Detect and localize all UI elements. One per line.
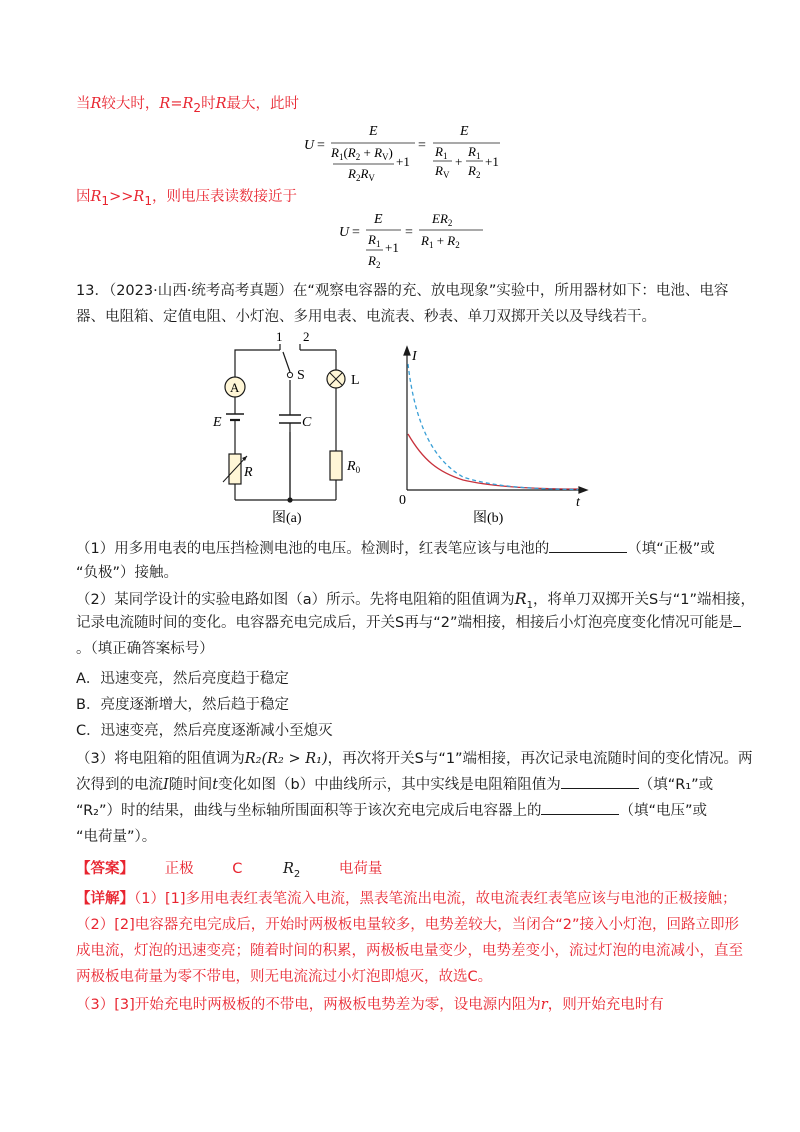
formula-R1: $R_1$ [435,144,448,161]
question-text: （3）将电阻箱的阻值调为 [76,751,245,767]
subscript: 1 [526,599,534,611]
explain-text: ，则开始充电时有 [547,997,664,1013]
formula-voltage-2 [335,210,495,272]
explain-text: （3）[3]开始充电时两极板的不带电，两极板电势差为零，设电源内阻为 [76,997,541,1013]
explain-label: 【详解】 [76,891,134,907]
formula-eq: = [352,225,360,240]
answer-blank[interactable] [549,538,627,553]
x-axis-label: t [576,495,580,510]
formula-ER2: $ER_2$ [432,211,453,228]
answer-line [76,858,726,886]
y-axis-label: I [412,349,417,364]
subquestion-3-line-4 [76,826,726,848]
subquestion-1-line-1 [76,538,726,560]
dashed-curve [408,364,578,490]
question-intro-line-2 [76,306,726,328]
formula-U: U [339,225,350,240]
condition-R2-gt-R1: R₂(R₂ > R₁) [244,751,328,767]
formula-eq: = [317,138,325,153]
subscript: 2 [193,100,202,115]
answer-4: 电荷量 [338,861,383,877]
explain-text: 成电流，灯泡的迅速变亮；随着时间的积累，两极板电量变少，电势差变小，流过灯泡的电流减小，直至 [76,943,743,959]
answer-label: 【答案】 [76,861,134,877]
option-text: A．迅速变亮，然后亮度趋于稳定 [76,671,289,687]
subquestion-2-line-2 [76,612,733,634]
symbol-I: I [163,777,169,793]
solid-curve [408,434,578,489]
option-text: B．亮度逐渐增大，然后趋于稳定 [76,697,289,713]
question-number: 13． [76,283,109,299]
question-text: 次得到的电流 [76,777,163,793]
ammeter-label: A [230,380,240,395]
explain-line-1 [76,888,737,910]
formula-R2: $R_2$ [368,253,381,270]
switch-position-1: 1 [276,332,283,344]
formula-plus: + [455,154,463,169]
origin-label: 0 [399,493,406,508]
symbol-R: R [514,589,527,608]
formula-U: U [304,138,315,153]
answer-blank[interactable] [561,774,639,789]
formula-E: E [369,124,378,139]
answer-2: C [232,861,243,877]
formula-eq: = [418,138,426,153]
question-text: （1）用多用电表的电压挡检测电池的电压。检测时，红表笔应该与电池的 [76,541,550,557]
symbol-R: R [90,96,102,112]
question-text: （填“正极”或 [627,541,715,557]
text: 当 [76,96,91,112]
answer-3: R [282,861,294,877]
question-text: （填“电压”或 [619,803,707,819]
symbol-R: R [90,189,102,205]
formula-plus-one: +1 [485,154,499,169]
formula-R1-plus-R2: $R_1 + R_2$ [421,233,460,250]
formula-E: E [374,212,383,227]
option-c [76,720,726,742]
formula-denominator: $R_1(R_2 + R_V)$ [331,145,393,162]
prev-solution-line-1 [76,93,726,119]
capacitor-label: C [302,415,312,430]
lamp-label: L [351,373,360,388]
text: 因 [76,189,91,205]
option-b [76,694,726,716]
switch-label: S [297,368,305,383]
question-intro-line-1 [76,280,729,302]
text: ，则电压表读数接近于 [152,189,298,205]
explain-line-5 [76,994,726,1016]
subquestion-2-line-3 [76,638,726,660]
explain-text: 两极板电荷量为零不带电，则无电流流过小灯泡即熄灭，故选C。 [76,969,493,985]
formula-RRV: $R_2R_V$ [348,166,375,183]
question-text: ，再次将开关S与“1”端相接，再次记录电流随时间的变化情况。两 [327,751,753,767]
formula-eq: = [405,225,413,240]
question-text: “R₂”）时的结果，曲线与坐标轴所围面积等于该次充电完成后电容器上的 [76,803,542,819]
explain-line-3 [76,940,743,962]
question-text: 。（填正确答案标号） [76,641,214,657]
symbol-r: r [540,997,548,1013]
question-text: （填“R₁”或 [638,777,714,793]
question-text: （2）某同学设计的实验电路如图（a）所示。先将电阻箱的阻值调为 [76,592,515,608]
question-text: 器、电阻箱、定值电阻、小灯泡、多用电表、电流表、秒表、单刀双掷开关以及导线若干。 [76,309,656,325]
answer-blank[interactable] [733,612,741,627]
fixed-resistor-icon [330,451,342,480]
explain-line-4 [76,966,726,988]
subquestion-1-line-2 [76,562,726,584]
question-text: ，将单刀双掷开关S与“1”端相接， [533,592,755,608]
fixed-resistor-label: $R_0$ [347,459,361,475]
answer-blank[interactable] [541,800,619,815]
question-text: 随时间 [168,777,213,793]
subquestion-3-line-3 [76,800,726,822]
current-time-graph [393,342,593,528]
subscript: 1 [144,193,153,208]
subquestion-3-line-2 [76,774,726,796]
battery-label: E [213,415,222,430]
condition: >>R [109,189,145,205]
formula-plus-one: +1 [396,154,410,169]
question-text: 在“观察电容器的充、放电现象”实验中，所用器材如下：电池、电容 [292,283,729,299]
option-text: C．迅速变亮，然后亮度逐渐减小至熄灭 [76,723,333,739]
question-text: 变化如图（b）中曲线所示，其中实线是电阻箱阻值为 [218,777,561,793]
formula-voltage-1 [300,122,510,184]
formula-plus-one: +1 [385,240,399,255]
switch-position-2: 2 [303,332,310,344]
question-text: “电荷量”）。 [76,829,157,845]
figure-b-caption: 图(b) [473,511,504,526]
text: 时 [201,96,216,112]
figure-a-caption: 图(a) [272,511,302,526]
symbol-R: R [215,96,227,112]
formula-R1: $R_1$ [468,144,481,161]
formula-R1: $R_1$ [368,232,381,249]
prev-solution-line-2 [76,186,726,212]
formula-E: E [460,124,469,139]
question-source: （2023·山西·统考高考真题） [108,283,293,299]
explain-text: （1）[1]多用电表红表笔流入电流，黑表笔流出电流，故电流表红表笔应该与电池的正极接触； [134,891,737,907]
text: 较大时， [101,96,160,112]
subscript: 1 [101,193,110,208]
subscript: 2 [293,868,301,880]
circuit-diagram [200,332,385,528]
formula-R2: $R_2$ [468,163,481,180]
option-a [76,668,726,690]
subquestion-3-line-1 [76,748,753,770]
question-text: 记录电流随时间的变化。电容器充电完成后，开关S再与“2”端相接，相接后小灯泡亮度变化情况可能是 [76,615,733,631]
answer-1: 正极 [164,861,194,877]
question-text: “负极”）接触。 [76,565,179,581]
explain-text: （2）[2]电容器充电完成后，开始时两极板电量较多，电势差较大，当闭合“2”接入小灯泡，回路立即形 [76,917,740,933]
rheostat-label: R [244,465,253,480]
explain-line-2 [76,914,740,936]
formula-RV: $R_V$ [435,163,450,180]
text: 最大，此时 [226,96,300,112]
symbol-t: t [212,777,219,793]
condition: R=R [159,96,194,112]
